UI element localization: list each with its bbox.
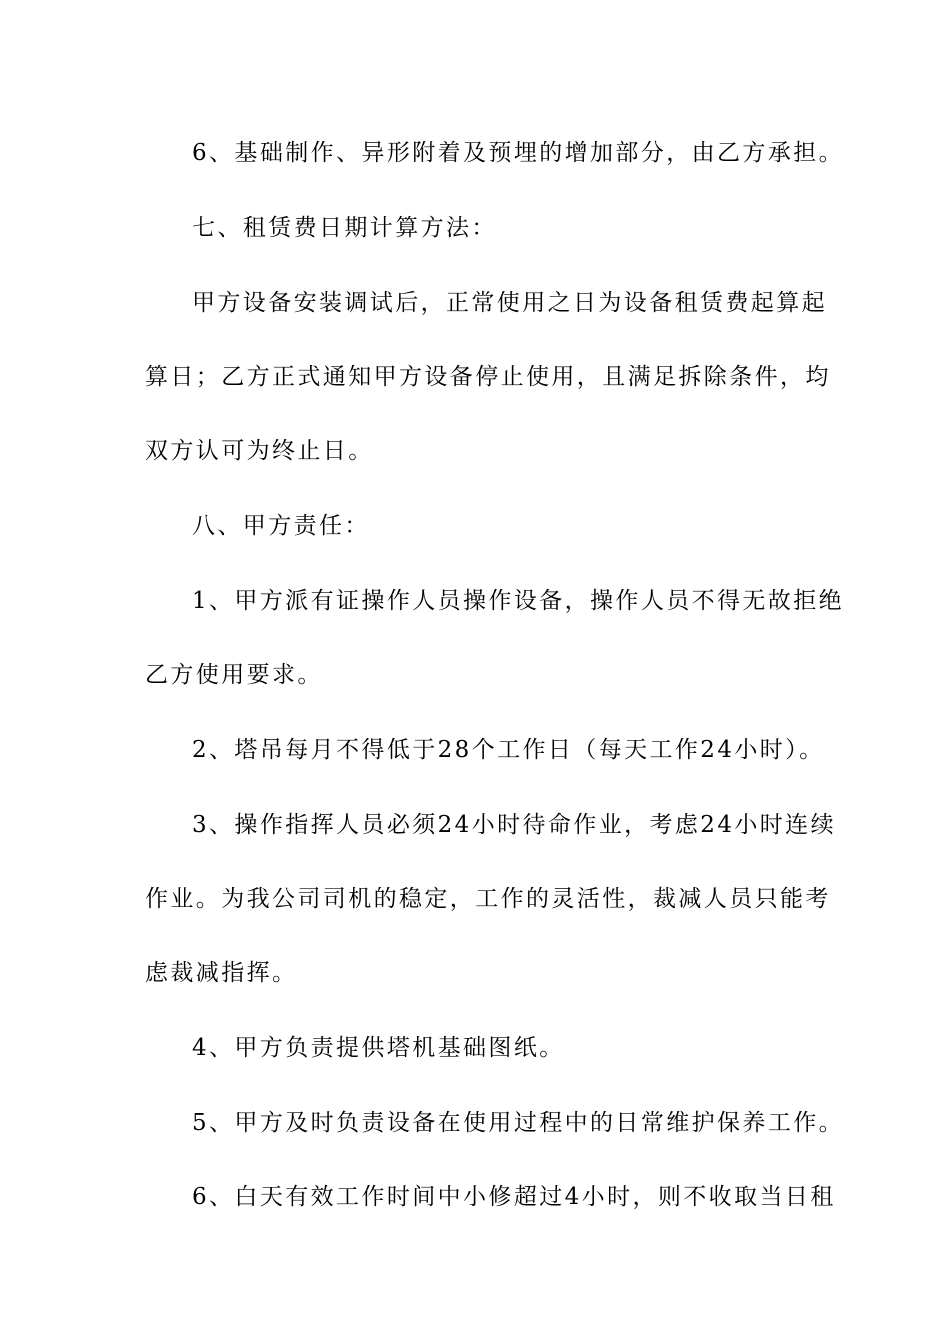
clause-1-line-1: 1、甲方派有证操作人员操作设备，操作人员不得无故拒绝 bbox=[192, 588, 845, 614]
clause-3-line-1: 3、操作指挥人员必须24小时待命作业，考虑24小时连续 bbox=[192, 812, 836, 838]
clause-4: 4、甲方负责提供塔机基础图纸。 bbox=[192, 1035, 565, 1061]
clause-2: 2、塔吊每月不得低于28个工作日（每天工作24小时）。 bbox=[192, 737, 825, 763]
section-7-paragraph-line-1: 甲方设备安装调试后，正常使用之日为设备租赁费起算起 bbox=[192, 290, 827, 316]
clause-6-line-1: 6、白天有效工作时间中小修超过4小时，则不收取当日租 bbox=[192, 1184, 836, 1210]
section-7-paragraph-line-3: 双方认可为终止日。 bbox=[145, 438, 374, 464]
section-8-heading: 八、甲方责任： bbox=[192, 513, 370, 539]
section-7-paragraph-line-2: 算日；乙方正式通知甲方设备停止使用，且满足拆除条件，均 bbox=[145, 364, 831, 390]
clause-5: 5、甲方及时负责设备在使用过程中的日常维护保养工作。 bbox=[192, 1110, 845, 1136]
clause-1-line-2: 乙方使用要求。 bbox=[145, 662, 323, 688]
clause-3-line-3: 虑裁减指挥。 bbox=[145, 960, 298, 986]
clause-3-line-2: 作业。为我公司司机的稳定，工作的灵活性，裁减人员只能考 bbox=[145, 886, 831, 912]
section-7-heading: 七、租赁费日期计算方法： bbox=[192, 215, 497, 241]
clause-6-foundation: 6、基础制作、异形附着及预埋的增加部分，由乙方承担。 bbox=[192, 140, 845, 166]
